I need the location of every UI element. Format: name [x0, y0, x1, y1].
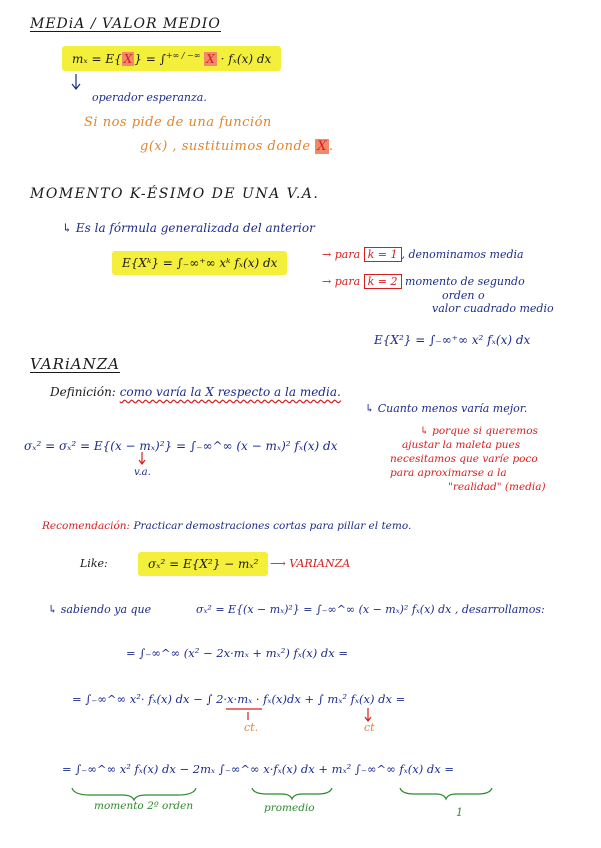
media-formula-limits: +∞ / −∞ — [165, 51, 201, 60]
varianza-formula: σₓ² = 𝜎ₓ² = E{(x − mₓ)²} = ∫₋∞^∞ (x − mₓ)² fₓ(x) dx — [24, 439, 338, 453]
va-arrow — [139, 452, 145, 464]
green-brace-2 — [252, 788, 332, 799]
green-momento-label: momento 2º orden — [94, 800, 194, 812]
cuanto-menos-note: ↳ Cuanto menos varía mejor. — [365, 402, 528, 415]
green-promedio-label: promedio — [264, 802, 315, 814]
orange-note-line1: Si nos pide de una función — [84, 115, 272, 130]
momento-k1-post: , denominamos media — [401, 248, 524, 261]
media-formula-mid: } = ∫ — [134, 52, 166, 66]
momento-k2-box: k = 2 — [364, 274, 402, 289]
momento-k1-pre: → para — [322, 248, 361, 261]
red-note-1: ↳ porque si queremos — [420, 425, 538, 437]
derivation-step-3: = ∫₋∞^∞ x² fₓ(x) dx − 2mₓ ∫₋∞^∞ x·fₓ(x) dx + mₓ² ∫₋∞^∞ fₓ(x) dx = — [62, 762, 455, 776]
momento-k2-formula: E{X²} = ∫₋∞⁺∞ x² fₓ(x) dx — [374, 333, 531, 347]
red-note-2: ajustar la maleta pues — [402, 439, 521, 451]
step2-ct-label-2: ct — [364, 721, 375, 734]
green-uno-label: 1 — [456, 806, 463, 819]
sabiendo-label: ↳ sabiendo ya que — [48, 603, 152, 616]
momento-k2-line3: valor cuadrado medio — [432, 302, 554, 315]
red-note-3: necesitamos que varíe poco — [390, 453, 538, 465]
momento-k2-post: momento de segundo — [405, 275, 525, 288]
recomendacion-text: Practicar demostraciones cortas para pillar el temo. — [133, 520, 412, 532]
momento-formula: E{Xᵏ} = ∫₋∞⁺∞ xᵏ fₓ(x) dx — [112, 251, 287, 275]
recomendacion-label: Recomendación: — [42, 520, 131, 532]
green-brace-1 — [72, 788, 196, 800]
media-formula-x2: X — [206, 52, 215, 66]
definicion-text: como varía la X respecto a la media. — [119, 385, 341, 399]
operator-arrow — [72, 74, 80, 89]
momento-subtitle: ↳ Es la fórmula generalizada del anterior — [62, 221, 315, 235]
sabiendo-formula: 𝜎ₓ² = E{(x − mₓ)²} = ∫₋∞^∞ (x − mₓ)² fₓ(x) dx , desarrollamos: — [196, 603, 545, 616]
like-label: Like: — [80, 557, 108, 570]
red-note-5: "realidad" (media) — [448, 481, 546, 493]
definicion-label: Definición: — [50, 385, 116, 399]
derivation-step-1: = ∫₋∞^∞ (x² − 2x·mₓ + mₓ²) fₓ(x) dx = — [126, 646, 349, 660]
momento-k2-pre: → para — [322, 275, 361, 288]
momento-k2-line2: orden o — [442, 289, 485, 302]
red-note-4: para aproximarse a la — [390, 467, 507, 479]
orange-note-x: X — [317, 139, 327, 154]
section-title-varianza: VARiANZA — [30, 355, 120, 373]
media-formula-x: X — [123, 52, 133, 66]
operator-note: operador esperanza. — [92, 91, 207, 104]
varianza-va-label: v.a. — [134, 467, 151, 478]
orange-note-line2-text: g(x) , sustituimos donde — [140, 139, 311, 154]
green-brace-3 — [400, 788, 492, 799]
media-formula-pre: mₓ = E{ — [72, 52, 122, 66]
orange-note-dot: . — [328, 139, 334, 154]
step2-arrow-2 — [365, 708, 371, 721]
media-formula-post: · fₓ(x) dx — [220, 52, 272, 66]
step2-ct-label-1: ct. — [244, 721, 259, 734]
derivation-step-2: = ∫₋∞^∞ x²· fₓ(x) dx − ∫ 2·x·mₓ · fₓ(x)dx + ∫ mₓ² fₓ(x) dx = — [72, 692, 406, 706]
like-formula: 𝜎ₓ² = E{X²} − mₓ² — [138, 552, 268, 576]
momento-k1-box: k = 1 — [364, 247, 402, 262]
section-title-momento: MOMENTO K-ÉSIMO DE UNA V.A. — [30, 186, 320, 202]
section-title-media: MEDiA / VALOR MEDIO — [30, 16, 221, 32]
like-arrow-varianza: ⟶ VARIANZA — [270, 557, 351, 570]
